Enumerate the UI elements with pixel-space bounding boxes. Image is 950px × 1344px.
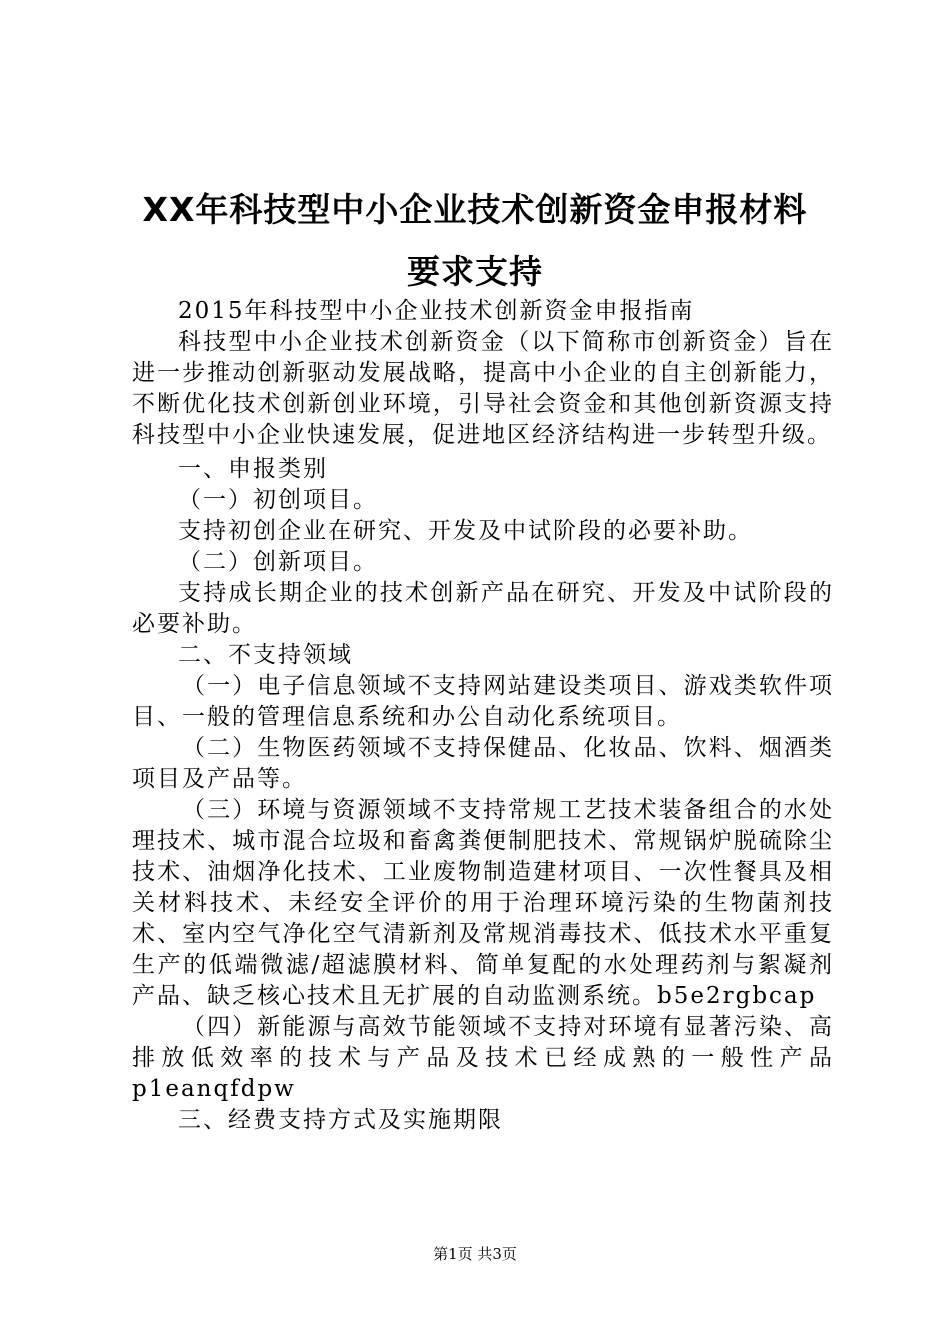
paragraph-environment: （三）环境与资源领域不支持常规工艺技术装备组合的水处理技术、城市混合垃圾和畜禽粪便制肥技术、常规锅炉脱硫除尘技术、油烟净化技术、工业废物制造建材项目、一次性餐具及相关材料技术、未经安全评价的用于治理环境污染的生物菌剂技术、室内空气净化空气清新剂及常规消毒技术、低技术水平重复生产的低端微滤/超滤膜材料、简单复配的水处理药剂与絮凝剂产品、缺乏核心技术且无扩展的自动监测系统。b5e2rgbcap (132, 797, 834, 1009)
paragraph-electronics: （一）电子信息领域不支持网站建设类项目、游戏类软件项目、一般的管理信息系统和办公自动化系统项目。 (132, 673, 834, 730)
document-body (132, 296, 834, 1136)
paragraph-biomedicine: （二）生物医药领域不支持保健品、化妆品、饮料、烟酒类项目及产品等。 (132, 735, 834, 792)
paragraph-guide-title: 2015年科技型中小企业技术创新资金申报指南 (178, 298, 695, 324)
paragraph-startup: 支持初创企业在研究、开发及中试阶段的必要补助。 (178, 518, 753, 544)
heading-section-1: 一、申报类别 (178, 456, 328, 482)
document-title-line1: XX年科技型中小企业技术创新资金申报材料 (142, 190, 808, 229)
paragraph-intro: 科技型中小企业技术创新资金（以下简称市创新资金）旨在进一步推动创新驱动发展战略，提高中小企业的自主创新能力，不断优化技术创新创业环境，引导社会资金和其他创新资源支持科技型中小企业快速发展，促进地区经济结构进一步转型升级。 (132, 329, 834, 448)
heading-section-3: 三、经费支持方式及实施期限 (178, 1107, 503, 1133)
paragraph-new-energy: （四）新能源与高效节能领域不支持对环境有显著污染、高排放低效率的技术与产品及技术已经成熟的一般性产品p1eanqfdpw (132, 1014, 834, 1102)
subheading-innovation: （二）创新项目。 (178, 549, 378, 575)
page-footer: 第1页 共3页 (433, 1245, 517, 1263)
subheading-startup: （一）初创项目。 (178, 487, 378, 513)
document-title-line2: 要求支持 (407, 252, 543, 291)
heading-section-2: 二、不支持领域 (178, 642, 353, 668)
paragraph-innovation: 支持成长期企业的技术创新产品在研究、开发及中试阶段的必要补助。 (132, 580, 834, 637)
